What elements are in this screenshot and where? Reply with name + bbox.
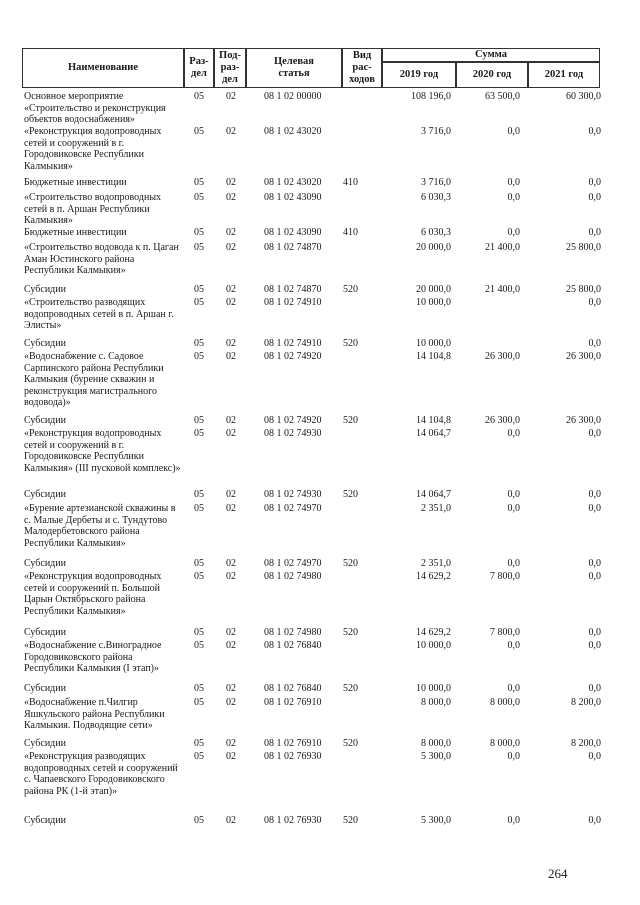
row-name: Субсидии — [24, 558, 66, 569]
row-sum-2021: 60 300,0 — [566, 91, 601, 102]
row-sum-2019: 3 716,0 — [421, 126, 451, 137]
row-sum-2021: 0,0 — [588, 297, 601, 308]
row-name: «Бурение артезианской скважины в с. Малые Дербеты и с. Тундутово Малодербетовского района Республики Калмыкия» — [24, 503, 176, 549]
row-razdel: 05 — [194, 815, 204, 826]
row-sum-2021: 0,0 — [588, 227, 601, 238]
row-sum-2019: 108 196,0 — [411, 91, 451, 102]
row-podrazdel: 02 — [226, 177, 236, 188]
row-razdel: 05 — [194, 227, 204, 238]
row-sum-2020: 0,0 — [507, 558, 520, 569]
row-sum-2020: 0,0 — [507, 192, 520, 203]
row-target: 08 1 02 74870 — [264, 242, 322, 253]
row-name: Субсидии — [24, 338, 66, 349]
header-summa: Сумма — [382, 48, 600, 62]
row-podrazdel: 02 — [226, 503, 236, 514]
header-year-2021: 2021 год — [528, 62, 600, 88]
row-name: Субсидии — [24, 415, 66, 426]
row-vid: 520 — [343, 815, 358, 826]
row-target: 08 1 02 74980 — [264, 627, 322, 638]
row-sum-2020: 26 300,0 — [485, 351, 520, 362]
row-target: 08 1 02 74970 — [264, 558, 322, 569]
row-target: 08 1 02 76930 — [264, 815, 322, 826]
row-sum-2020: 8 000,0 — [490, 738, 520, 749]
row-sum-2021: 0,0 — [588, 571, 601, 582]
row-name: «Реконструкция водопроводных сетей и сооружений п. Большой Царын Октябрьского района Республики Калмыкия» — [24, 571, 162, 617]
row-sum-2021: 26 300,0 — [566, 415, 601, 426]
row-razdel: 05 — [194, 751, 204, 762]
row-name: «Водоснабжение п.Чилгир Яшкульского района Республики Калмыкия. Подводящие сети» — [24, 697, 165, 732]
row-sum-2019: 8 000,0 — [421, 697, 451, 708]
row-sum-2019: 10 000,0 — [416, 338, 451, 349]
row-sum-2021: 0,0 — [588, 627, 601, 638]
row-sum-2020: 0,0 — [507, 177, 520, 188]
row-name: Основное мероприятие «Строительство и реконструкция объектов водоснабжения» — [24, 91, 166, 126]
row-name: Субсидии — [24, 815, 66, 826]
row-sum-2021: 0,0 — [588, 192, 601, 203]
row-podrazdel: 02 — [226, 571, 236, 582]
row-sum-2019: 14 629,2 — [416, 571, 451, 582]
row-podrazdel: 02 — [226, 683, 236, 694]
row-target: 08 1 02 74870 — [264, 284, 322, 295]
header-podrazdel: Под- раз- дел — [214, 48, 246, 88]
page-number: 264 — [548, 866, 568, 881]
row-target: 08 1 02 76930 — [264, 751, 322, 762]
row-sum-2021: 0,0 — [588, 428, 601, 439]
row-sum-2019: 2 351,0 — [421, 503, 451, 514]
row-razdel: 05 — [194, 738, 204, 749]
row-vid: 410 — [343, 177, 358, 188]
row-podrazdel: 02 — [226, 815, 236, 826]
row-sum-2021: 0,0 — [588, 683, 601, 694]
row-target: 08 1 02 43090 — [264, 227, 322, 238]
row-razdel: 05 — [194, 415, 204, 426]
row-name: «Реконструкция водопроводных сетей и сооружений в г. Городовиковске Республики Калмыкия» (III пусковой комплекс)» — [24, 428, 181, 474]
row-sum-2019: 20 000,0 — [416, 242, 451, 253]
row-razdel: 05 — [194, 192, 204, 203]
row-sum-2019: 2 351,0 — [421, 558, 451, 569]
row-sum-2020: 0,0 — [507, 815, 520, 826]
row-sum-2020: 0,0 — [507, 126, 520, 137]
row-target: 08 1 02 76910 — [264, 697, 322, 708]
row-podrazdel: 02 — [226, 126, 236, 137]
header-name: Наименование — [22, 48, 184, 88]
header-year-2020: 2020 год — [456, 62, 528, 88]
row-sum-2021: 25 800,0 — [566, 284, 601, 295]
row-razdel: 05 — [194, 489, 204, 500]
row-razdel: 05 — [194, 571, 204, 582]
row-podrazdel: 02 — [226, 627, 236, 638]
row-sum-2021: 0,0 — [588, 640, 601, 651]
row-podrazdel: 02 — [226, 751, 236, 762]
row-sum-2020: 21 400,0 — [485, 284, 520, 295]
row-name: «Реконструкция разводящих водопроводных сетей и сооружений с. Чапаевского Городовиковского района РК (1-й этап)» — [24, 751, 178, 797]
row-sum-2020: 21 400,0 — [485, 242, 520, 253]
row-razdel: 05 — [194, 351, 204, 362]
row-sum-2021: 0,0 — [588, 751, 601, 762]
row-razdel: 05 — [194, 126, 204, 137]
row-podrazdel: 02 — [226, 415, 236, 426]
row-sum-2019: 14 629,2 — [416, 627, 451, 638]
row-name: Субсидии — [24, 683, 66, 694]
row-sum-2019: 3 716,0 — [421, 177, 451, 188]
row-sum-2020: 7 800,0 — [490, 571, 520, 582]
row-name: «Водоснабжение с.Виноградное Городовиковского района Республики Калмыкия (I этап)» — [24, 640, 162, 675]
row-sum-2019: 10 000,0 — [416, 683, 451, 694]
row-name: Субсидии — [24, 738, 66, 749]
row-sum-2020: 0,0 — [507, 428, 520, 439]
row-name: «Реконструкция водопроводных сетей и сооружений в г. Городовиковске Республики Калмыкия» — [24, 126, 162, 172]
row-sum-2021: 0,0 — [588, 338, 601, 349]
row-sum-2019: 20 000,0 — [416, 284, 451, 295]
row-podrazdel: 02 — [226, 351, 236, 362]
header-razdel: Раз- дел — [184, 48, 214, 88]
row-sum-2020: 0,0 — [507, 640, 520, 651]
row-vid: 520 — [343, 683, 358, 694]
row-target: 08 1 02 76840 — [264, 640, 322, 651]
row-sum-2019: 14 104,8 — [416, 415, 451, 426]
row-name: «Строительство водопроводных сетей в п. Аршан Республики Калмыкия» — [24, 192, 162, 227]
row-sum-2020: 0,0 — [507, 751, 520, 762]
row-sum-2021: 0,0 — [588, 489, 601, 500]
row-podrazdel: 02 — [226, 489, 236, 500]
row-razdel: 05 — [194, 284, 204, 295]
row-sum-2020: 7 800,0 — [490, 627, 520, 638]
row-vid: 520 — [343, 738, 358, 749]
row-sum-2021: 0,0 — [588, 177, 601, 188]
row-podrazdel: 02 — [226, 297, 236, 308]
row-sum-2019: 5 300,0 — [421, 751, 451, 762]
row-razdel: 05 — [194, 503, 204, 514]
row-sum-2019: 6 030,3 — [421, 227, 451, 238]
row-podrazdel: 02 — [226, 558, 236, 569]
row-name: Бюджетные инвестиции — [24, 227, 127, 238]
row-sum-2019: 5 300,0 — [421, 815, 451, 826]
row-podrazdel: 02 — [226, 738, 236, 749]
row-target: 08 1 02 00000 — [264, 91, 322, 102]
row-target: 08 1 02 74920 — [264, 415, 322, 426]
row-sum-2019: 10 000,0 — [416, 297, 451, 308]
row-razdel: 05 — [194, 242, 204, 253]
row-vid: 410 — [343, 227, 358, 238]
row-name: «Строительство разводящих водопроводных сетей в п. Аршан г. Элисты» — [24, 297, 174, 332]
row-sum-2020: 8 000,0 — [490, 697, 520, 708]
row-vid: 520 — [343, 558, 358, 569]
row-target: 08 1 02 76910 — [264, 738, 322, 749]
row-target: 08 1 02 74930 — [264, 489, 322, 500]
row-target: 08 1 02 74930 — [264, 428, 322, 439]
row-target: 08 1 02 43090 — [264, 192, 322, 203]
row-vid: 520 — [343, 415, 358, 426]
row-razdel: 05 — [194, 177, 204, 188]
header-year-2019: 2019 год — [382, 62, 456, 88]
row-razdel: 05 — [194, 91, 204, 102]
row-sum-2020: 0,0 — [507, 503, 520, 514]
row-podrazdel: 02 — [226, 227, 236, 238]
row-sum-2019: 14 064,7 — [416, 489, 451, 500]
row-podrazdel: 02 — [226, 192, 236, 203]
row-sum-2019: 14 064,7 — [416, 428, 451, 439]
row-sum-2020: 63 500,0 — [485, 91, 520, 102]
row-podrazdel: 02 — [226, 338, 236, 349]
row-target: 08 1 02 43020 — [264, 126, 322, 137]
row-target: 08 1 02 74980 — [264, 571, 322, 582]
row-razdel: 05 — [194, 297, 204, 308]
row-sum-2021: 0,0 — [588, 503, 601, 514]
row-podrazdel: 02 — [226, 91, 236, 102]
row-vid: 520 — [343, 338, 358, 349]
row-sum-2020: 26 300,0 — [485, 415, 520, 426]
row-name: «Водоснабжение с. Садовое Сарпинского района Республики Калмыкия (бурение скважин и реконструкция магистрального водовода)» — [24, 351, 164, 409]
row-razdel: 05 — [194, 640, 204, 651]
row-podrazdel: 02 — [226, 242, 236, 253]
row-name: Субсидии — [24, 489, 66, 500]
row-sum-2020: 0,0 — [507, 489, 520, 500]
row-target: 08 1 02 43020 — [264, 177, 322, 188]
row-razdel: 05 — [194, 683, 204, 694]
row-razdel: 05 — [194, 697, 204, 708]
row-sum-2020: 0,0 — [507, 227, 520, 238]
row-podrazdel: 02 — [226, 284, 236, 295]
row-sum-2021: 0,0 — [588, 558, 601, 569]
row-target: 08 1 02 74910 — [264, 338, 322, 349]
row-razdel: 05 — [194, 627, 204, 638]
row-vid: 520 — [343, 284, 358, 295]
row-name: Бюджетные инвестиции — [24, 177, 127, 188]
header-vid: Вид рас- ходов — [342, 48, 382, 88]
row-sum-2021: 0,0 — [588, 126, 601, 137]
row-sum-2020: 0,0 — [507, 683, 520, 694]
row-podrazdel: 02 — [226, 428, 236, 439]
row-sum-2021: 0,0 — [588, 815, 601, 826]
row-sum-2021: 26 300,0 — [566, 351, 601, 362]
row-sum-2021: 8 200,0 — [571, 697, 601, 708]
row-vid: 520 — [343, 489, 358, 500]
row-name: Субсидии — [24, 627, 66, 638]
row-sum-2019: 6 030,3 — [421, 192, 451, 203]
row-podrazdel: 02 — [226, 640, 236, 651]
header-target: Целевая статья — [246, 48, 342, 88]
row-vid: 520 — [343, 627, 358, 638]
row-sum-2019: 8 000,0 — [421, 738, 451, 749]
row-target: 08 1 02 76840 — [264, 683, 322, 694]
row-name: «Строительство водовода к п. Цаган Аман Юстинского района Республики Калмыкия» — [24, 242, 179, 277]
row-target: 08 1 02 74970 — [264, 503, 322, 514]
row-sum-2021: 8 200,0 — [571, 738, 601, 749]
row-razdel: 05 — [194, 558, 204, 569]
row-sum-2019: 14 104,8 — [416, 351, 451, 362]
row-target: 08 1 02 74910 — [264, 297, 322, 308]
row-target: 08 1 02 74920 — [264, 351, 322, 362]
row-podrazdel: 02 — [226, 697, 236, 708]
row-sum-2021: 25 800,0 — [566, 242, 601, 253]
row-name: Субсидии — [24, 284, 66, 295]
row-razdel: 05 — [194, 428, 204, 439]
row-razdel: 05 — [194, 338, 204, 349]
row-sum-2019: 10 000,0 — [416, 640, 451, 651]
